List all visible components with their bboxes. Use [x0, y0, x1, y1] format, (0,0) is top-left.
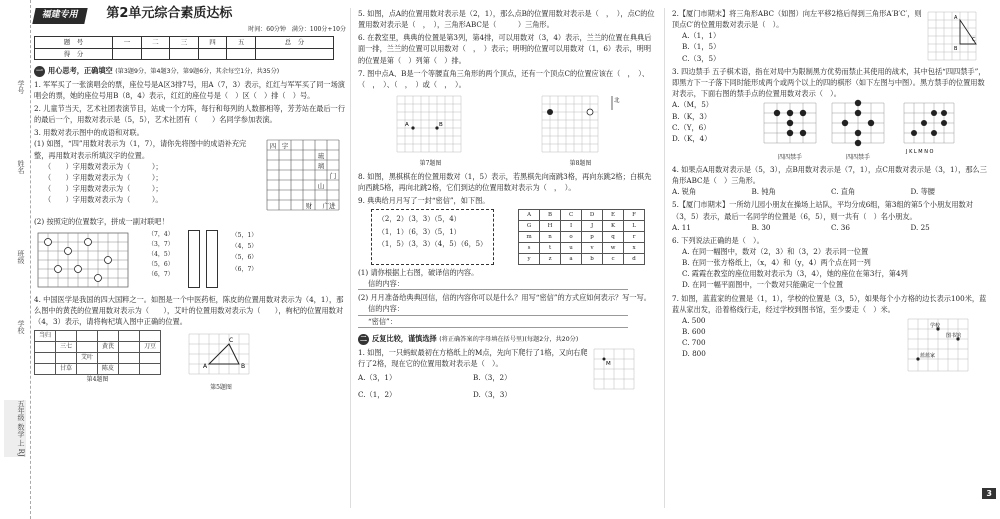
figure-4 [34, 330, 161, 392]
coord-item: （6，7） [148, 271, 174, 279]
binding-strip [0, 0, 31, 519]
herb-cell: 陈皮 [98, 363, 119, 374]
mc-question-1: 1. 如图，一只蚂蚁最初在方格纸上的M点，先向下爬行了1格，又向右爬行了2格，现在它的位置用数对表示是（ ）。 [358, 347, 588, 368]
map-label-school: 学校 [930, 322, 941, 329]
svg-text:C: C [972, 37, 976, 43]
question-1-1: 1. 军军买了一张演唱会的票，座位号是A区3排7号，用A（7，3）表示，红红与军军买了同一场演唱会的票，她的座位号用B（8，4）表示，红红的座位号是（ ）区（ ）排（ ）号。 [34, 79, 345, 100]
mc-question-4: 4. 如果点A用数对表示是（5，3），点B用数对表示是（7，1），点C用数对表示是（3，1），那么三角形ABC是（ ）三角形。 [672, 164, 987, 186]
mc-question-7: 7. 如图，蓝蓝家的位置是（1，1），学校的位置是（3，5），如果每个小方格的边长表示100米，蓝蓝从家出发，沿着格线行走，经过学校到图书馆，至少要走（ ）米。 [672, 293, 987, 314]
side-label-student-id: 学号 [17, 80, 25, 94]
side-label-book: 五年级 数学 上 RJ [4, 400, 26, 457]
mc-options [358, 372, 588, 400]
svg-text:A: A [203, 362, 208, 370]
herb-cell: 黄芪 [98, 341, 119, 352]
score-cell[interactable] [255, 48, 333, 59]
answer-line[interactable]: 信的内容： [358, 278, 628, 290]
score-cell[interactable] [198, 48, 227, 59]
question-1-4: 4. 中国医学是我国的四大国粹之一。如图是一个中医药柜，陈皮的位置用数对表示为（4，1），那么图中的黄芪的位置用数对表示为（ ），艾叶的位置用数对表示为（ ），枸杞的位置用数对（4，3）表示，请将枸杞填入图中正确的位置。 [34, 294, 344, 326]
section-title: 用心思考，正确填空 [48, 65, 113, 75]
mc-option[interactable]: B. 钝角 [751, 187, 776, 197]
question-1-3: 3. 用数对表示图中的成语和对联。 [34, 128, 144, 138]
section-1-heading [34, 65, 346, 77]
mc-question-2: 2.【厦门市期末】将三角形ABC（如图）向左平移2格后得到三角形A′B′C′，则顶点C′的位置用数对表示是（ ）。 [672, 9, 922, 30]
mc-option[interactable]: A. 在同一幅图中，数对（2，3）和（3，2）表示同一位置 [682, 247, 869, 257]
question-1-9: 9. 典典给月月写了一封“密信”，如下图。 [358, 195, 490, 205]
fill-line[interactable]: （ ）字用数对表示为（ ）； [44, 161, 163, 171]
mc-options [672, 186, 990, 197]
mc-options [672, 222, 990, 233]
figure-8 [536, 92, 626, 168]
figure-caption: 四四禁手 [845, 153, 870, 161]
coord-item: （5，6） [231, 254, 258, 262]
triangle-grid [181, 330, 261, 380]
score-header: 题 号 [35, 37, 113, 48]
score-header: 五 [227, 37, 256, 48]
grid-char: 琉 [317, 152, 325, 161]
herb-cell: 刀豆 [140, 341, 161, 352]
couplet-left-list [148, 230, 174, 281]
mc-option[interactable]: C.（Y，6） [672, 122, 711, 132]
mc-option[interactable]: B.（3，2） [473, 373, 512, 383]
mc-option[interactable]: D. 等腰 [910, 187, 935, 197]
map-label-library: 图书馆 [946, 332, 962, 339]
mc-option[interactable]: A.（3，1） [358, 373, 397, 383]
svg-text:J K L M N O: J K L M N O [906, 149, 934, 156]
score-header: 四 [198, 37, 227, 48]
herb-cell: 艾叶 [77, 352, 98, 363]
mc-3-body [672, 99, 990, 161]
triangle-translate-grid [922, 8, 984, 64]
mc-option[interactable]: D.（K，4） [672, 133, 712, 143]
herb-cell: 三七 [56, 341, 77, 352]
mc-2 [672, 8, 990, 64]
column-divider [350, 8, 351, 508]
section-title: 反复比较，谨慎选择 [372, 333, 437, 343]
coord-item: （7，4） [148, 230, 174, 238]
score-cell[interactable] [170, 48, 199, 59]
grid-char: 广进 [322, 202, 336, 211]
side-label-school: 学校 [17, 320, 25, 334]
section-number: 二 [360, 334, 367, 343]
figure-5 [181, 330, 261, 392]
q3-part1 [34, 138, 346, 216]
mc-option[interactable]: D. 在同一幅平面图中，一个数对只能确定一个位置 [682, 280, 844, 290]
herb-cell: 甘草 [56, 363, 77, 374]
secret-line: （1，1）（6，3）（5，1） [377, 227, 461, 236]
mc-7-body [672, 315, 990, 377]
answer-line[interactable]: “密信”： [358, 316, 628, 328]
figure-caption: 第5题图 [210, 384, 232, 392]
coord-item: （4，5） [231, 242, 258, 250]
question-1-9a: (1) 请你根据上右图，破译信的内容。 [358, 268, 479, 278]
section-note: (将正确答案的字母填在括号里)(每题2分，共20分) [439, 335, 579, 343]
side-label-class: 班级 [17, 250, 25, 264]
score-cell[interactable] [227, 48, 256, 59]
mc-option[interactable]: D. 800 [682, 349, 706, 359]
herb-cell: 当归 [35, 330, 56, 341]
svg-text:B: B [241, 362, 246, 370]
fill-line[interactable]: （ ）字用数对表示为（ ）； [44, 172, 163, 182]
grid-char: 门 [329, 172, 337, 181]
question-1-6: 6. 在教室里，典典的位置是第3列，第4排，可以用数对（3，4）表示，兰兰的位置在典典后面一排，兰兰的位置可以用数对（ ， ）表示；明明的位置可以用数对（1，6）表示，明明的位置是第（ ）列第（ ）排。 [358, 33, 652, 65]
mc-option[interactable]: D. 25 [910, 222, 930, 232]
couplet-scroll [188, 230, 200, 288]
mc-option[interactable]: C.（1，2） [358, 390, 397, 400]
idiom-grid [259, 138, 341, 216]
svg-text:A: A [404, 122, 409, 129]
section-2-heading [358, 333, 658, 345]
svg-text:B: B [438, 122, 443, 129]
letter-grid: A B C D E F G H I J K L m n o p q r s t u v w x y z a b c d [518, 209, 645, 265]
score-header: 总 分 [255, 37, 333, 48]
section-note: (第3题9分，第4题3分，第9题6分，其余每空1分，共35分) [115, 67, 280, 75]
secret-line: （1，5）（3，3）（4，5）（6，5） [377, 240, 488, 249]
question-1-3b: (2) 按照定的位置数字，拼成一副对联吧！ [34, 217, 169, 227]
score-header: 三 [170, 37, 199, 48]
map-grid [902, 315, 972, 377]
mc-1 [358, 345, 658, 401]
secret-letter-figures [358, 209, 658, 265]
brand-tag: 福建专用 [32, 8, 87, 24]
mc-option[interactable]: A.（1，1） [682, 31, 721, 41]
grid-char: 璃 [317, 162, 325, 171]
gomoku-figure-2 [828, 99, 888, 161]
mc-option[interactable]: C.（3，5） [682, 53, 721, 63]
figure-caption: 第4题图 [86, 375, 109, 383]
mc-options [672, 315, 892, 377]
fill-line[interactable]: （ ）字用数对表示为（ ）。 [44, 195, 163, 205]
page-number: 3 [982, 488, 996, 499]
gomoku-coord-board [896, 99, 958, 157]
mc-options [672, 99, 752, 144]
mc-question-5: 5.【厦门市期末】一所幼儿园小朋友在操场上站队，平均分成6组，第3组的第5个小朋友用数对（3，5）表示，最后一名同学的位置是（6，5），则一共有（ ）名小朋友。 [672, 200, 973, 221]
mc-option[interactable]: B. 30 [751, 222, 771, 232]
gomoku-figure-1 [760, 99, 820, 161]
figure-caption: 四四禁手 [777, 153, 802, 161]
couplet-scroll [206, 230, 218, 288]
coord-item: （3，7） [148, 240, 174, 248]
svg-text:北: 北 [613, 98, 620, 105]
couplet-right-list [232, 230, 258, 276]
mc-option[interactable]: A. 锐角 [672, 187, 697, 197]
grid-char: 山 [317, 182, 325, 191]
coord-item: （4，5） [148, 250, 174, 258]
score-header: 一 [113, 37, 142, 48]
grid-char: 四 [269, 142, 277, 151]
couplet-figures [34, 230, 346, 292]
coord-item: （5，1） [231, 231, 258, 239]
svg-text:A: A [954, 15, 958, 21]
coord-item: （6，7） [231, 265, 258, 273]
side-label-name: 姓名 [17, 160, 25, 174]
svg-text:B: B [954, 46, 958, 52]
figure-caption: 第7题图 [419, 160, 442, 168]
figure-caption: 第8题图 [569, 160, 592, 168]
question-1-3a: (1) 如图，“四”用数对表示为（1，7），请你先将图中的成语补充完整，再用数对表示所填汉字的位置。 [34, 139, 247, 160]
mc-question-3: 3. 四边禁手 五子棋术语，指在对局中为限制黑方优势而禁止其使用的战术，其中包括“四四禁手”，即黑方下一子落下同时能形成两个或两个以上的四的棋形（如下左图与中图）。黑方禁手的位置用数对表示，下面右图的禁手点的位置用数对表示（ ）。 [672, 67, 986, 99]
mc-question-6: 6. 下列说法正确的是（ ）。 [672, 235, 764, 245]
q7-q8-figures [358, 92, 658, 168]
grid-7 [391, 92, 471, 156]
mc-option[interactable]: A.（M，5） [672, 100, 713, 110]
chess-board-figure [34, 230, 134, 292]
column-3 [672, 0, 990, 519]
mc-option[interactable]: B.（K，3） [672, 111, 712, 121]
score-header: 二 [141, 37, 170, 48]
mc-option[interactable]: C. 700 [682, 338, 706, 348]
figure-7 [391, 92, 471, 168]
score-cell[interactable] [141, 48, 170, 59]
section-number: 一 [36, 66, 43, 75]
question-1-8: 8. 如图，黑棋棋在的位置用数对（1，5）表示，若黑棋先向南跳3格，再向东跳2格；白棋先向西跳5格，再向北跳2格，它们到达的位置用数对表示为（ ， ）。 [358, 171, 652, 192]
ant-grid [588, 345, 638, 395]
secret-letter [371, 209, 494, 265]
exam-meta: 时间：60分钟 满分：100分+10分 [248, 26, 346, 34]
column-divider [664, 8, 665, 508]
mc-option[interactable]: B.（1，5） [682, 42, 721, 52]
svg-text:C: C [229, 336, 234, 344]
question-1-7: 7. 图中点A、B是一个等腰直角三角形的两个顶点，还有一个顶点C的位置应该在（ ， ）、（ ， ）、（ ， ）或（ ， ）。 [358, 68, 650, 89]
question-1-2: 2. 儿童节当天，艺术社团表演节目，站成一个方阵，每行和每列的人数都相等，芳芳站在最后一行的最后一个，用数对表示是（5，5），艺术社团有（ ）名同学参加表演。 [34, 103, 346, 125]
question-1-9b: (2) 月月准备给典典回信，信的内容你可以是什么？用写“密信”的方式应如何表示？写一写。 [358, 293, 651, 303]
mc-option[interactable]: D.（3，3） [473, 390, 512, 400]
grid-char: 字 [281, 142, 289, 151]
gomoku-board [828, 99, 888, 149]
couplet-scrolls [188, 230, 218, 288]
score-table [34, 36, 334, 59]
svg-text:M: M [606, 360, 611, 367]
mc-option[interactable]: C. 霞霞在教室的座位用数对表示为（3，4），她的座位在第3行，第4列 [682, 269, 908, 279]
fill-line[interactable]: （ ）字用数对表示为（ ）； [44, 183, 163, 193]
mc-option[interactable]: B. 600 [682, 327, 706, 337]
map-label-home: 蓝蓝家 [920, 352, 936, 359]
coord-item: （5，6） [148, 261, 174, 269]
grid-char: 财 [305, 202, 313, 211]
page-title: 第2单元综合素质达标 [106, 6, 233, 21]
mc-option[interactable]: B. 在同一张方格纸上，（x，4）和（y，4）两个点在同一列 [682, 258, 871, 268]
secret-line: （2，2）（3，3）（5，4） [377, 215, 461, 224]
q4-q5-figures [34, 330, 346, 392]
question-1-5: 5. 如图，点A的位置用数对表示是（2，1），那么点B的位置用数对表示是（ ， ），点C的位置用数对表示是（ ， ），三角形ABC是（ ）三角形。 [358, 9, 655, 30]
column-1 [34, 0, 346, 519]
gomoku-board [760, 99, 820, 149]
mc-option[interactable]: C. 36 [831, 222, 850, 232]
score-label: 得 分 [35, 48, 113, 59]
grid-8 [536, 92, 626, 156]
mc-option[interactable]: A. 11 [672, 222, 691, 232]
column-2 [358, 0, 658, 519]
medicine-cabinet [34, 330, 161, 375]
mc-option[interactable]: C. 直角 [831, 187, 856, 197]
answer-line[interactable]: 信的内容： [358, 303, 628, 315]
mc-option[interactable]: A. 500 [682, 315, 706, 325]
score-cell[interactable] [113, 48, 142, 59]
